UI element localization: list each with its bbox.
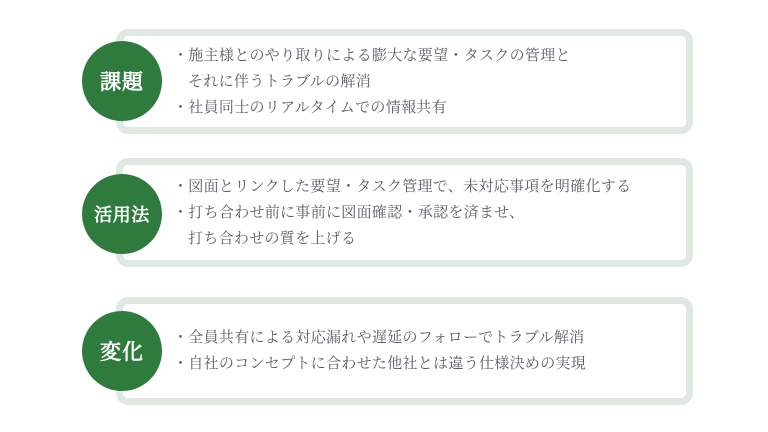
usage-badge xyxy=(82,174,162,254)
bullet-line-continuation: それに伴うトラブルの解消 xyxy=(188,72,372,90)
bullet-line: ・自社のコンセプトに合わせた他社とは違う仕様決めの実現 xyxy=(173,355,587,372)
usage-content-box xyxy=(116,158,693,267)
change-badge-label: 変化 xyxy=(100,341,144,364)
bullet-line: ・打ち合わせ前に事前に図面確認・承認を済ませ、 xyxy=(173,203,525,221)
bullet-line-continuation: 打ち合わせの質を上げる xyxy=(188,229,357,247)
issues-badge-label: 課題 xyxy=(100,71,144,94)
issues-content-box xyxy=(116,29,693,134)
section-usage xyxy=(0,158,768,267)
section-issues xyxy=(0,29,768,134)
bullet-line: ・全員共有による対応漏れや遅延のフォローでトラブル解消 xyxy=(173,329,585,346)
issues-badge xyxy=(82,41,162,121)
change-badge xyxy=(82,311,162,391)
bullet-line: ・図面とリンクした要望・タスク管理で、未対応事項を明確化する xyxy=(173,177,632,195)
change-content-box xyxy=(116,297,693,405)
usage-badge-label: 活用法 xyxy=(94,205,150,225)
section-change xyxy=(0,297,768,405)
bullet-line: ・社員同士のリアルタイムでの情報共有 xyxy=(173,98,447,116)
bullet-line: ・施主様とのやり取りによる膨大な要望・タスクの管理と xyxy=(173,46,571,64)
